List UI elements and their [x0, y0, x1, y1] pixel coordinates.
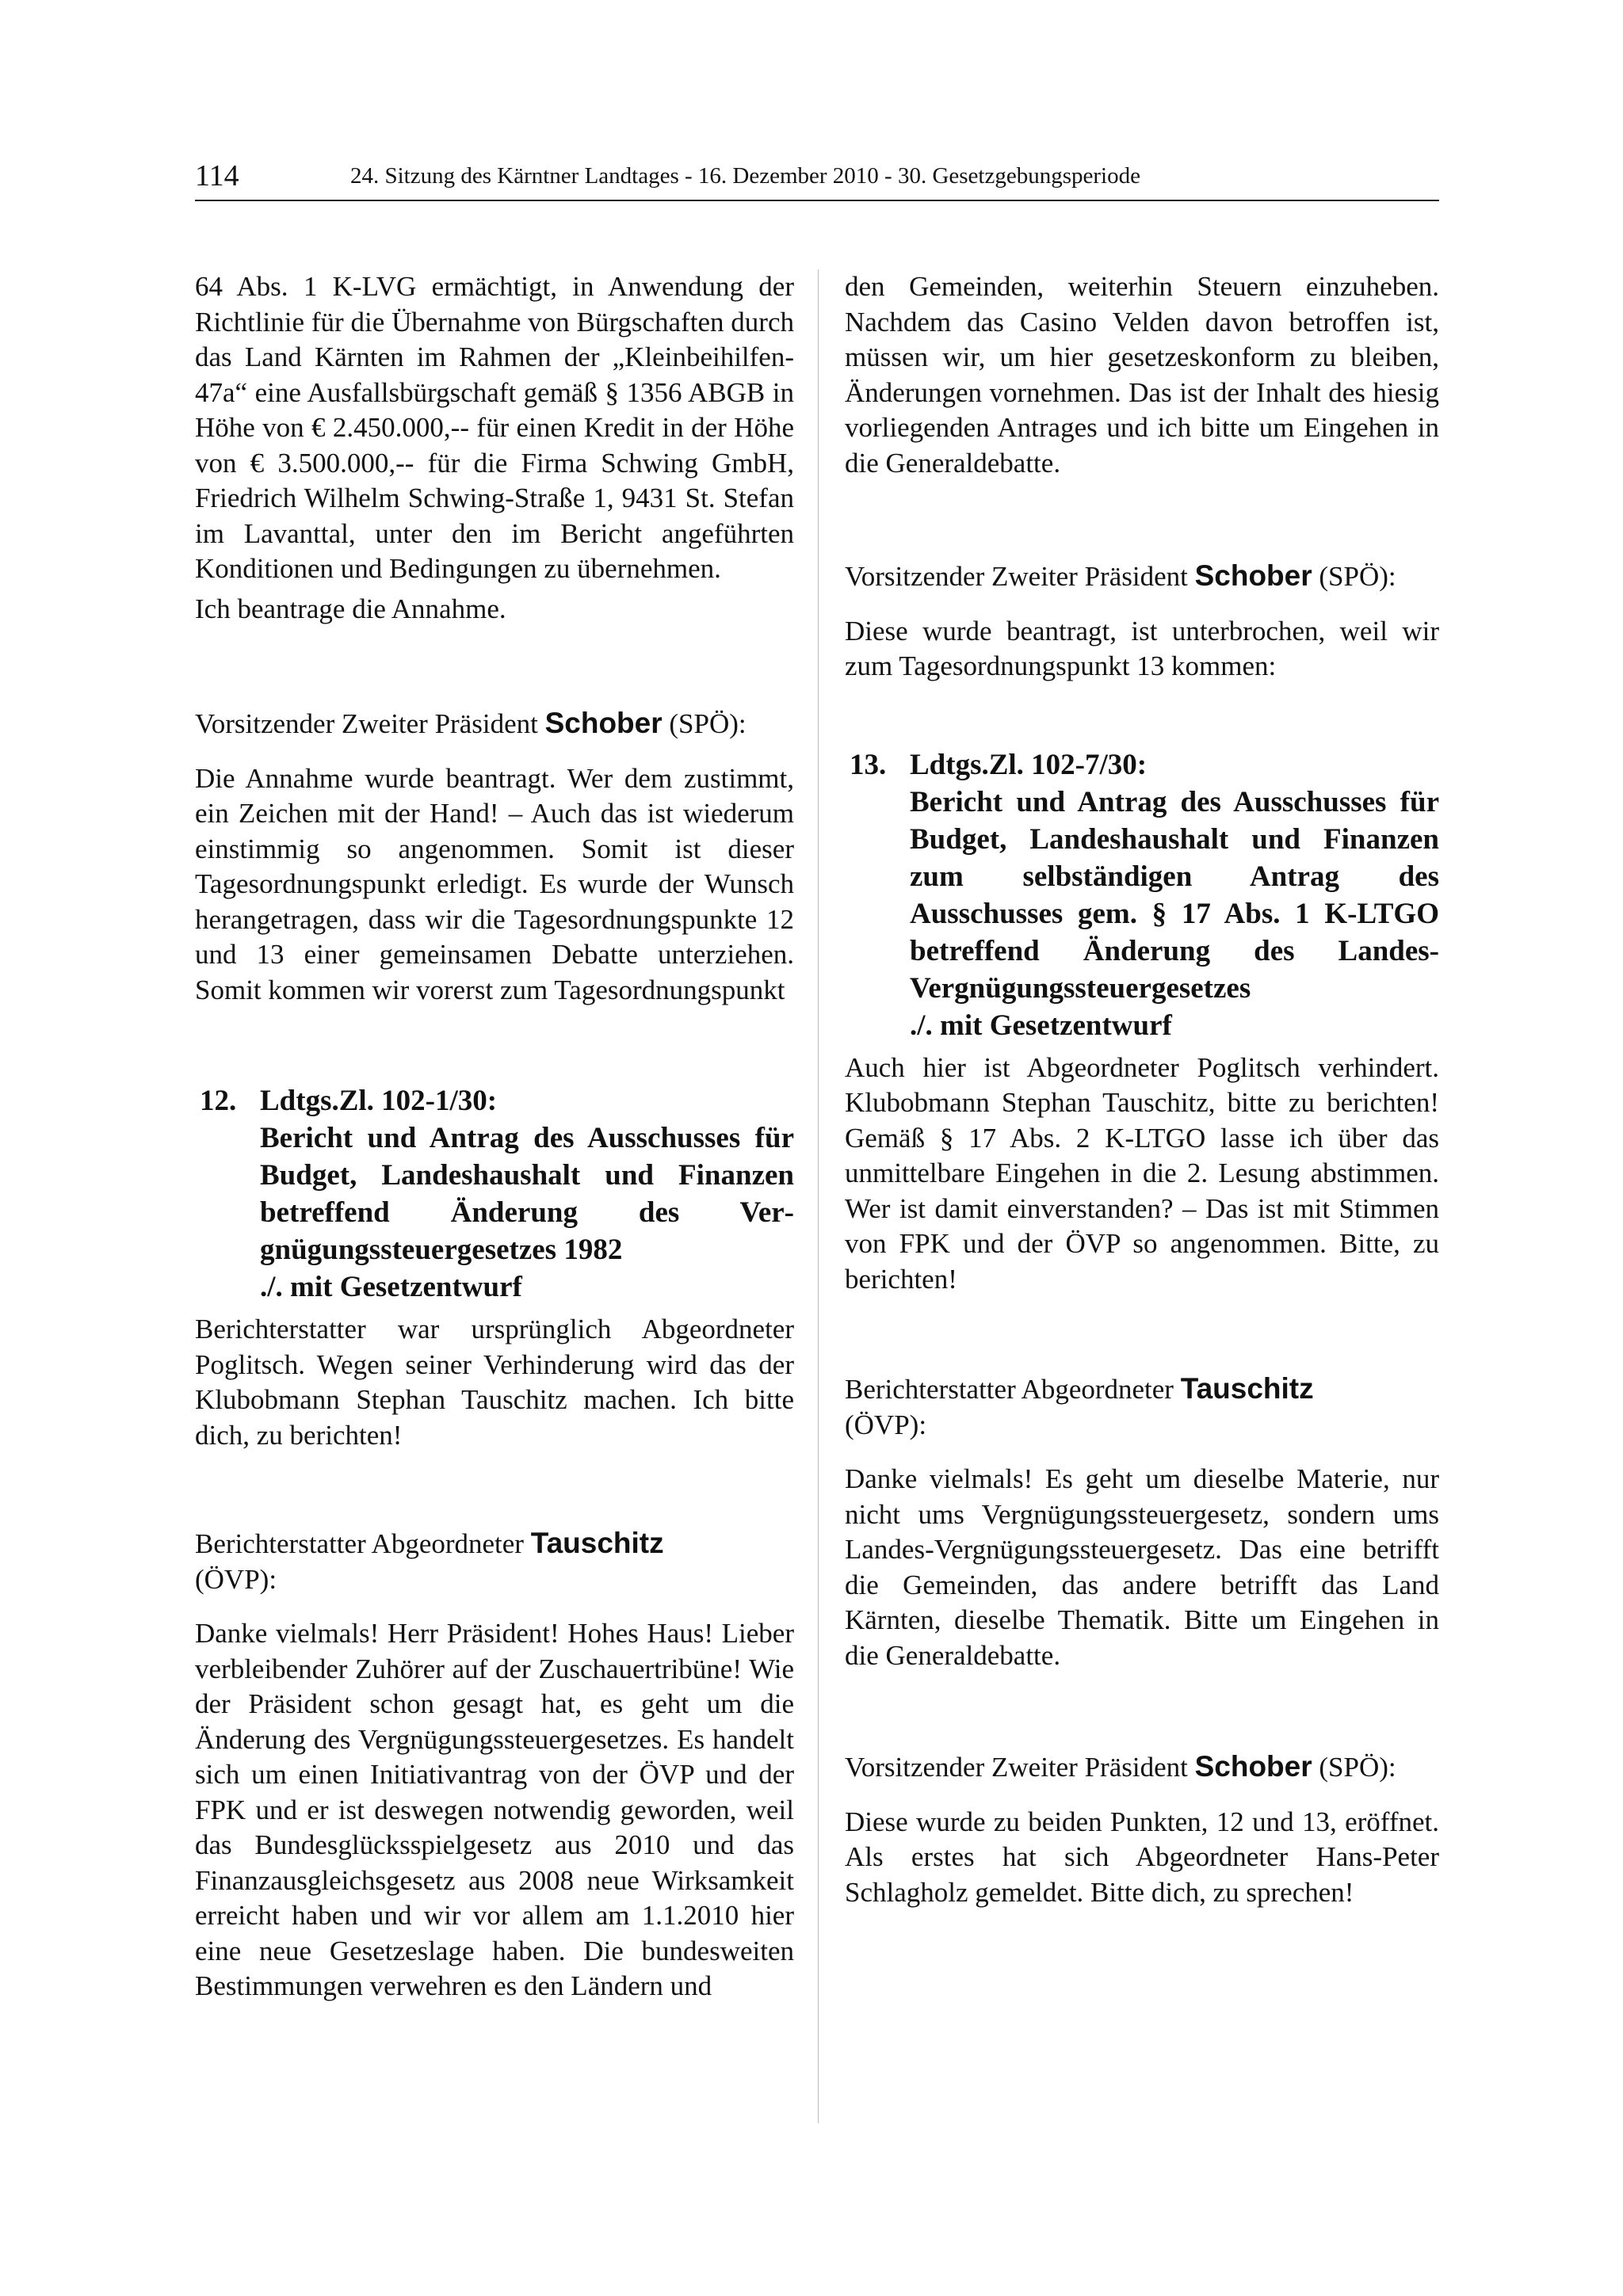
agenda-title: Bericht und Antrag des Ausschusses für Budget, Landeshaushalt und Finanzen betreffend Änderung des Vergnügungssteuergesetzes 1982	[260, 1122, 794, 1266]
speaker-prefix: Vorsitzender Zweiter Präsident	[845, 561, 1195, 592]
agenda-appendix: ./. mit Gesetzentwurf	[910, 1009, 1172, 1042]
right-column	[845, 269, 1439, 1910]
agenda-title: Bericht und Antrag des Ausschusses für Budget, Landeshaushalt und Finanzen zum selbständigen Antrag des Ausschusses gem. § 17 Abs. 1 K-LTGO betreffend Änderung des Landes-Vergnügungssteuergesetzes	[910, 785, 1439, 1005]
speaker-suffix: (ÖVP):	[195, 1563, 277, 1595]
speaker-suffix: (SPÖ):	[1312, 1752, 1396, 1783]
speaker-name: Schober	[1194, 1750, 1312, 1783]
speaker-schober-3	[845, 1749, 1439, 1786]
speaker-tauschitz-2	[845, 1371, 1439, 1443]
speaker-schober-1	[195, 706, 794, 742]
agenda-body	[910, 746, 1439, 1044]
speaker-tauschitz-1	[195, 1526, 794, 1597]
speaker-suffix: (SPÖ):	[1312, 561, 1396, 592]
header-title: 24. Sitzung des Kärntner Landtages - 16. Dezember 2010 - 30. Gesetzgebungsperiode	[350, 163, 1140, 189]
left-paragraph-5: Danke vielmals! Herr Präsident! Hohes Haus! Lieber verbleibender Zuhörer auf der Zuschauertribüne! Wie der Präsident schon gesagt hat, es geht um die Änderung des Vergnügungssteuergesetzes. Es handelt sich um einen Initiativantrag von der ÖVP und der FPK und er ist deswegen notwendig geworden, weil das Bundesglücksspielgesetz aus 2010 und das Finanzausgleichsgesetz aus 2008 neue Wirksamkeit erreicht haben und wir vor allem am 1.1.2010 hier eine neue Gesetzeslage haben. Die bundesweiten Bestimmungen verwehren es den Ländern und	[195, 1618, 794, 2001]
agenda-body	[260, 1082, 794, 1306]
agenda-number: 13.	[850, 748, 887, 781]
agenda-appendix: ./. mit Gesetzentwurf	[260, 1271, 522, 1303]
speaker-prefix: Vorsitzender Zweiter Präsident	[845, 1752, 1195, 1783]
speaker-prefix: Vorsitzender Zweiter Präsident	[195, 708, 545, 739]
agenda-number: 12.	[200, 1085, 237, 1117]
speaker-prefix: Berichterstatter Abgeordneter	[195, 1528, 531, 1559]
speaker-prefix: Berichterstatter Abgeordneter	[845, 1374, 1181, 1405]
speaker-suffix: (ÖVP):	[845, 1409, 927, 1440]
speaker-name: Tauschitz	[1180, 1372, 1314, 1405]
agenda-reference: Ldtgs.Zl. 102-7/30:	[910, 748, 1148, 781]
page-header	[195, 155, 1439, 201]
speaker-name: Schober	[1194, 559, 1312, 592]
right-paragraph-3: Auch hier ist Abgeordneter Poglitsch verhindert. Klubobmann Stephan Tauschitz, bitte zu berichten! Gemäß § 17 Abs. 2 K-LTGO lasse ich über das unmittelbare Eingehen in die 2. Lesung abstimmen. Wer ist damit einverstanden? – Das ist mit Stimmen von FPK und der ÖVP so angenommen. Bitte, zu berichten!	[845, 1051, 1439, 1295]
left-paragraph-4: Berichterstatter war ursprünglich Abgeordneter Poglitsch. Wegen seiner Verhinderung wird das der Klubobmann Stephan Tauschitz machen. Ich bitte dich, zu berichten!	[195, 1314, 794, 1451]
speaker-name: Tauschitz	[530, 1527, 664, 1559]
left-paragraph-2: Ich beantrage die Annahme.	[195, 593, 506, 624]
agenda-item-13	[845, 746, 1439, 1044]
left-paragraph-3: Die Annahme wurde beantragt. Wer dem zustimmt, ein Zeichen mit der Hand! – Auch das ist wiederum einstimmig so angenommen. Somit ist dieser Tagesordnungspunkt erledigt. Es wurde der Wunsch herangetragen, dass wir die Tagesordnungspunkte 12 und 13 einer gemeinsamen Debatte unterziehen. Somit kommen wir vorerst zum Tagesordnungspunkt	[195, 762, 794, 1005]
right-paragraph-2: Diese wurde beantragt, ist unterbrochen, weil wir zum Tagesordnungspunkt 13 kommen:	[845, 615, 1439, 681]
left-paragraph-1: 64 Abs. 1 K-LVG ermächtigt, in Anwendung der Richtlinie für die Übernahme von Bürgschaften durch das Land Kärnten im Rahmen der „Kleinbeihilfen-47a“ eine Ausfallsbürgschaft gemäß § 1356 ABGB in Höhe von € 2.450.000,-- für einen Kredit in der Höhe von € 3.500.000,-- für die Firma Schwing GmbH, Friedrich Wilhelm Schwing-Straße 1, 9431 St. Stefan im Lavanttal, unter den im Bericht angeführten Konditionen und Bedingungen zu übernehmen.	[195, 271, 794, 584]
right-paragraph-5: Diese wurde zu beiden Punkten, 12 und 13, eröffnet. Als erstes hat sich Abgeordneter Hans-Peter Schlagholz gemeldet. Bitte dich, zu sprechen!	[845, 1806, 1439, 1908]
agenda-item-12	[195, 1082, 794, 1306]
speaker-schober-2	[845, 559, 1439, 595]
right-paragraph-1: den Gemeinden, weiterhin Steuern einzuheben. Nachdem das Casino Velden davon betroffen ist, müssen wir, um hier gesetzeskonform zu bleiben, Änderungen vornehmen. Das ist der Inhalt des hiesig vorliegenden Antrages und ich bitte um Eingehen in die Generaldebatte.	[845, 271, 1439, 479]
speaker-suffix: (SPÖ):	[662, 708, 747, 739]
right-paragraph-4: Danke vielmals! Es geht um dieselbe Materie, nur nicht ums Vergnügungssteuergesetz, sondern ums Landes-Vergnügungssteuergesetz. Das eine betrifft die Gemeinden, das andere betrifft das Land Kärnten, dieselbe Thematik. Bitte um Eingehen in die Generaldebatte.	[845, 1463, 1439, 1671]
agenda-reference: Ldtgs.Zl. 102-1/30:	[260, 1085, 498, 1117]
speaker-name: Schober	[544, 707, 663, 739]
page-number: 114	[195, 159, 239, 193]
column-divider	[818, 269, 819, 2123]
left-column	[195, 269, 794, 2004]
